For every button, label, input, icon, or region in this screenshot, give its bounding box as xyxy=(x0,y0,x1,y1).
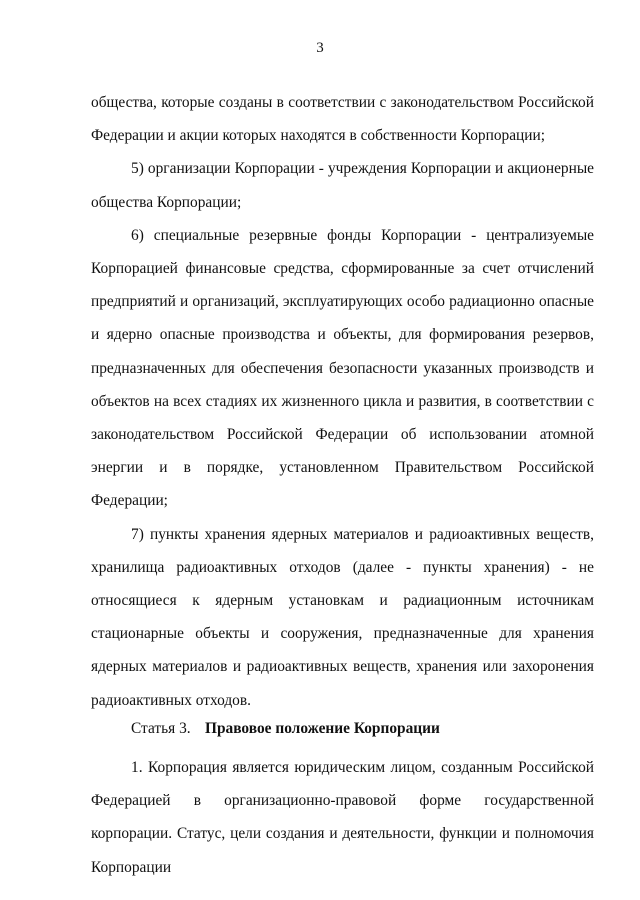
paragraph-continuation: общества, которые созданы в соответствии с законодательством Российской Федерации и акции которых находятся в собственности Корпорации; xyxy=(91,94,594,145)
paragraph-item-5: 5) организации Корпорации - учреждения Корпорации и акционерные общества Корпорации; xyxy=(91,160,594,211)
paragraph-item-7: 7) пункты хранения ядерных материалов и радиоактивных веществ, хранилища радиоактивных отходов (далее - пункты хранения) - не относящиеся к ядерным установкам и радиационным источникам стационарные объекты и сооружения, предназначенные для хранения ядерных материалов и радиоактивных веществ, хранения или захоронения радиоактивных отходов. xyxy=(91,525,594,709)
article-body xyxy=(91,751,594,884)
page-number: 3 xyxy=(316,40,324,56)
article-number: Статья 3. xyxy=(131,720,191,737)
definitions-continuation xyxy=(91,86,594,717)
article-heading xyxy=(131,717,591,741)
article-paragraph-1: 1. Корпорация является юридическим лицом, созданным Российской Федерацией в организационно-правовой форме государственной корпорации. Статус, цели создания и деятельности, функции и полномочия Корпорации xyxy=(91,759,594,876)
paragraph-item-6: 6) специальные резервные фонды Корпорации - централизуемые Корпорацией финансовые средства, сформированные за счет отчислений предприятий и организаций, эксплуатирующих особо радиационно опасные и ядерно опасные производства и объекты, для формирования резервов, предназначенных для обеспечения безопасности указанных производств и объектов на всех стадиях их жизненного цикла и развития, в соответствии с законодательством Российской Федерации об использовании атомной энергии и в порядке, установленном Правительством Российской Федерации; xyxy=(91,226,594,510)
article-title: Правовое положение Корпорации xyxy=(205,720,440,737)
